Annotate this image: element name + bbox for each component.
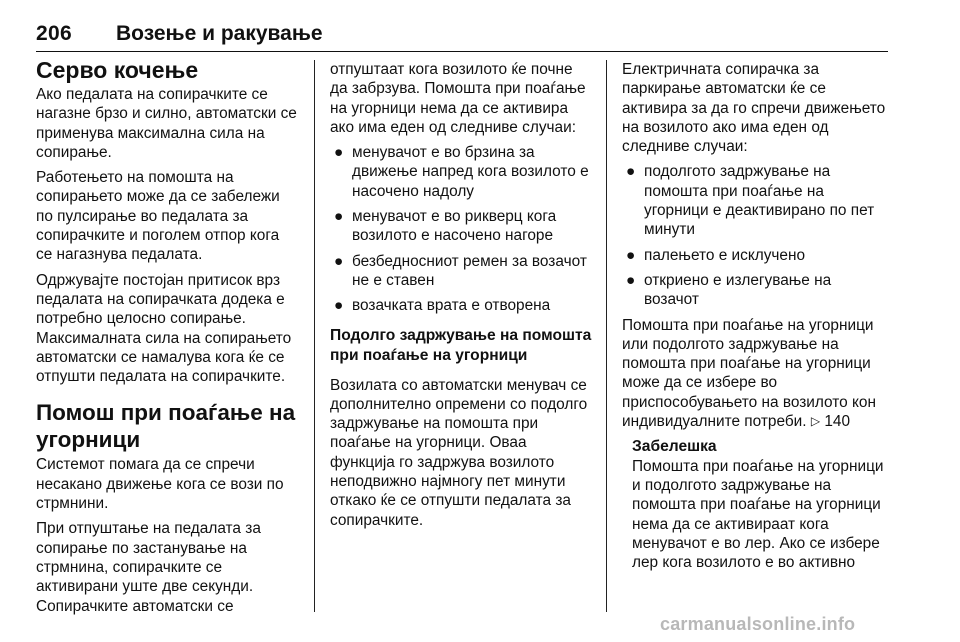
list-item-text: палењето е исклучено bbox=[644, 246, 806, 264]
watermark: carmanualsonline.info bbox=[660, 614, 856, 634]
bullet-icon: ● bbox=[626, 163, 636, 181]
list-item-text: подолгото задржување на помошта при поаѓање на угорници е деактивирано по пет минути bbox=[644, 163, 875, 239]
bullet-icon: ● bbox=[334, 297, 344, 315]
note-box bbox=[632, 437, 888, 572]
bullet-icon: ● bbox=[334, 252, 344, 270]
column-2 bbox=[330, 60, 594, 536]
page-header bbox=[36, 22, 888, 52]
bullet-icon: ● bbox=[334, 208, 344, 226]
paragraph: Електричната сопирачка за паркирање автоматски ќе се активира за да го спречи движењето на возилото ако има еден од следниве случаи: bbox=[622, 61, 886, 156]
note-text: Помошта при поаѓање на угорници и подолгото задржување на помошта при поаѓање на угорници нема да се активираат кога менувачот е во лер. Ако се избере лер кога возилото е во активно bbox=[632, 457, 884, 572]
page-reference[interactable]: 140 bbox=[824, 413, 851, 431]
paragraph: Одржувајте постојан притисок врз педалата на сопирачката додека е потребно целосно сопирање. Максималната сила на сопирањето автоматски се намалува кога ќе се отпушти педалата на сопирачките. bbox=[36, 271, 292, 386]
page-number: 206 bbox=[36, 22, 72, 45]
paragraph: При отпуштање на педалата за сопирање по застанување на стрмнина, сопирачките се активирани уште две секунди. Сопирачките автоматски се bbox=[36, 520, 261, 615]
list-item bbox=[330, 296, 594, 315]
subheading-extended-hold: Подолго задржување на помошта при поаѓање на угорници bbox=[330, 326, 592, 364]
paragraph: отпуштаат кога возилото ќе почне да забрзува. Помошта при поаѓање на угорници нема да се активира ако има еден од следниве случаи: bbox=[330, 61, 586, 136]
list-item-text: менувачот е во брзина за движење напред кога возилото е насочено надолу bbox=[352, 144, 589, 200]
section-heading-hill-start-assist: Помош при поаѓање на угорници bbox=[36, 400, 296, 452]
paragraph bbox=[622, 316, 888, 432]
list-item bbox=[330, 207, 594, 246]
paragraph: Работењето на помошта на сопирањето може да се забележи по пулсирање во педалата за сопирачките и поголем отпор кога се нагазнува педалата. bbox=[36, 169, 280, 264]
condition-list bbox=[330, 143, 594, 315]
list-item bbox=[330, 143, 594, 201]
note-title: Забелешка bbox=[632, 438, 717, 456]
list-item bbox=[330, 252, 594, 291]
column-divider-2 bbox=[606, 60, 607, 612]
header-divider bbox=[36, 51, 888, 52]
paragraph: Возилата со автоматски менувач се дополнително опремени со подолго задржување на помошта при поаѓање на угорници. Оваа функција го задржува возилото неподвижно најмногу пет минути откако ќе се отпушти педалата за сопирачките. bbox=[330, 376, 588, 529]
list-item bbox=[622, 246, 888, 265]
paragraph: Ако педалата на сопирачките се нагазне брзо и силно, автоматски се применува максимална сила на сопирање. bbox=[36, 86, 297, 161]
list-item-text: безбедносниот ремен за возачот не е ставен bbox=[352, 252, 587, 289]
bullet-icon: ● bbox=[334, 144, 344, 162]
section-heading-servo-braking: Серво кочење bbox=[36, 57, 199, 83]
page-reference-icon: ▷ bbox=[810, 414, 821, 429]
column-1 bbox=[36, 58, 298, 622]
list-item-text: менувачот е во рикверц кога возилото е насочено нагоре bbox=[352, 208, 557, 245]
bullet-icon: ● bbox=[626, 246, 636, 264]
paragraph: Системот помага да се спречи несакано движење кога се вози по стрмнини. bbox=[36, 456, 284, 513]
condition-list bbox=[622, 162, 888, 309]
column-divider-1 bbox=[314, 60, 315, 612]
list-item bbox=[622, 162, 888, 239]
list-item-text: откриено е излегување на возачот bbox=[644, 271, 832, 309]
column-3 bbox=[622, 60, 888, 572]
bullet-icon: ● bbox=[626, 271, 636, 289]
list-item bbox=[622, 271, 888, 310]
paragraph-text: Помошта при поаѓање на угорници или подолгото задржување на помошта при поаѓање на угорници може да се избере во приспособувањето на возилото кон индивидуалните потреби. bbox=[622, 316, 876, 431]
list-item-text: возачката врата е отворена bbox=[352, 297, 551, 315]
chapter-title: Возење и ракување bbox=[116, 22, 323, 45]
